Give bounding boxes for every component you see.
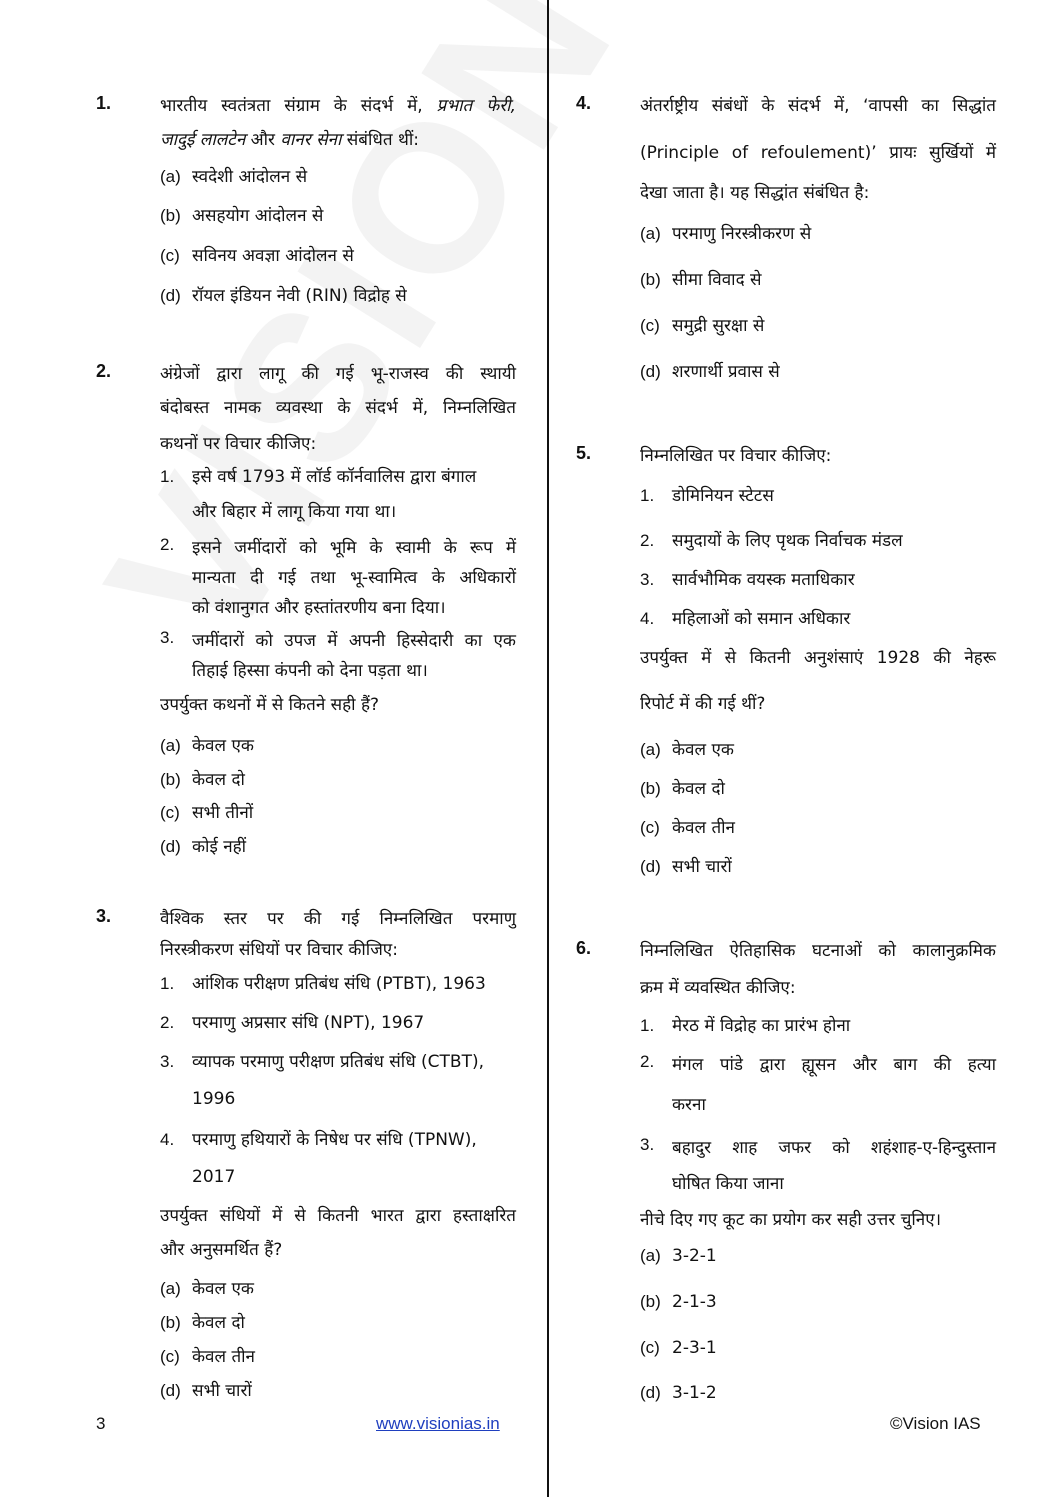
option-c[interactable]: (c) 2-3-1 <box>640 1338 717 1358</box>
option-d[interactable]: (d) शरणार्थी प्रवास से <box>640 362 780 382</box>
question-prompt: उपर्युक्त कथनों में से कितने सही हैं? <box>160 695 380 715</box>
option-b[interactable]: (b) केवल दो <box>160 1313 245 1333</box>
statement-3: 3. व्यापक परमाणु परीक्षण प्रतिबंध संधि (CTBT), <box>160 1052 485 1072</box>
statement-2: 2. <box>160 535 175 554</box>
page-number: 3 <box>96 1414 106 1433</box>
statement-3: 3. <box>640 1135 655 1154</box>
statement-4: 4. परमाणु हथियारों के निषेध पर संधि (TPNW), <box>160 1130 477 1150</box>
question-number: 2. <box>96 361 112 381</box>
statement-2-cont: मान्यता दी गई तथा भू-स्वामित्व के अधिकारों <box>192 568 516 588</box>
statement-2-text: मंगल पांडे द्वारा ह्यूसन और बाग की हत्या <box>672 1055 996 1075</box>
copyright: ©Vision IAS <box>890 1414 981 1433</box>
option-d[interactable]: (d) 3-1-2 <box>640 1383 717 1403</box>
option-b[interactable]: (b) 2-1-3 <box>640 1292 717 1312</box>
question-number: 3. <box>96 906 112 926</box>
statement-2: 2. <box>640 1052 655 1071</box>
question-number: 6. <box>576 938 592 958</box>
question-stem: (Principle of refoulement)’ प्रायः सुर्खियों में <box>640 143 996 163</box>
option-b[interactable]: (b) असहयोग आंदोलन से <box>160 206 324 226</box>
option-a[interactable]: (a) केवल एक <box>160 1279 254 1299</box>
question-number: 1. <box>96 93 112 113</box>
question-prompt: नीचे दिए गए कूट का प्रयोग कर सही उत्तर चुनिए। <box>640 1210 942 1230</box>
question-number: 4. <box>576 93 592 113</box>
question-stem: देखा जाता है। यह सिद्धांत संबंधित है: <box>640 183 870 203</box>
option-b[interactable]: (b) सीमा विवाद से <box>640 270 762 290</box>
question-prompt: रिपोर्ट में की गई थीं? <box>640 694 766 714</box>
question-stem: बंदोबस्त नामक व्यवस्था के संदर्भ में, निम्नलिखित <box>160 398 516 418</box>
statement-2-cont: को वंशानुगत और हस्तांतरणीय बना दिया। <box>192 598 446 618</box>
option-a[interactable]: (a) परमाणु निरस्त्रीकरण से <box>640 224 812 244</box>
option-d[interactable]: (d) कोई नहीं <box>160 837 247 857</box>
statement-3: 3. <box>160 628 175 647</box>
question-stem: क्रम में व्यवस्थित कीजिए: <box>640 978 796 998</box>
option-d[interactable]: (d) रॉयल इंडियन नेवी (RIN) विद्रोह से <box>160 286 407 306</box>
statement-3-text: जमींदारों को उपज में अपनी हिस्सेदारी का एक <box>192 631 516 651</box>
statement-3-cont: तिहाई हिस्सा कंपनी को देना पड़ता था। <box>192 661 428 681</box>
question-stem: भारतीय स्वतंत्रता संग्राम के संदर्भ में, प्रभात फेरी, <box>160 96 516 116</box>
option-a[interactable]: (a) केवल एक <box>160 736 254 756</box>
question-stem: वैश्विक स्तर पर की गई निम्नलिखित परमाणु <box>160 909 516 929</box>
option-c[interactable]: (c) सविनय अवज्ञा आंदोलन से <box>160 246 354 266</box>
statement-1-cont: और बिहार में लागू किया गया था। <box>192 502 397 522</box>
option-c[interactable]: (c) सभी तीनों <box>160 803 254 823</box>
option-c[interactable]: (c) केवल तीन <box>160 1347 255 1367</box>
statement-1: 1. डोमिनियन स्टेटस <box>640 486 774 506</box>
statement-2: 2. परमाणु अप्रसार संधि (NPT), 1967 <box>160 1013 425 1033</box>
option-d[interactable]: (d) सभी चारों <box>640 857 732 877</box>
statement-2: 2. समुदायों के लिए पृथक निर्वाचक मंडल <box>640 531 903 551</box>
website-link[interactable]: www.visionias.in <box>376 1414 500 1433</box>
website-link-wrapper <box>376 1414 500 1434</box>
option-b[interactable]: (b) केवल दो <box>160 770 245 790</box>
option-b[interactable]: (b) केवल दो <box>640 779 725 799</box>
statement-3-cont: 1996 <box>192 1089 236 1109</box>
option-a[interactable]: (a) स्वदेशी आंदोलन से <box>160 167 308 187</box>
question-stem: कथनों पर विचार कीजिए: <box>160 434 317 454</box>
question-number: 5. <box>576 443 592 463</box>
statement-2-cont: करना <box>672 1095 706 1115</box>
option-a[interactable]: (a) 3-2-1 <box>640 1246 717 1266</box>
question-stem: निम्नलिखित ऐतिहासिक घटनाओं को कालानुक्रमिक <box>640 941 996 961</box>
question-stem: जादुई लालटेन और वानर सेना संबंधित थीं: <box>160 130 419 150</box>
statement-1: 1. मेरठ में विद्रोह का प्रारंभ होना <box>640 1016 851 1036</box>
statement-3-text: बहादुर शाह जफर को शहंशाह-ए-हिन्दुस्तान <box>672 1138 996 1158</box>
question-stem: निरस्त्रीकरण संधियों पर विचार कीजिए: <box>160 940 398 960</box>
question-prompt: और अनुसमर्थित हैं? <box>160 1240 283 1260</box>
statement-4-cont: 2017 <box>192 1167 236 1187</box>
question-prompt: उपर्युक्त संधियों में से कितनी भारत द्वारा हस्ताक्षरित <box>160 1206 516 1226</box>
statement-4: 4. महिलाओं को समान अधिकार <box>640 609 851 629</box>
option-c[interactable]: (c) केवल तीन <box>640 818 735 838</box>
statement-1: 1. आंशिक परीक्षण प्रतिबंध संधि (PTBT), 1963 <box>160 974 486 994</box>
statement-2-text: इसने जमींदारों को भूमि के स्वामी के रूप में <box>192 538 516 558</box>
statement-1: 1. इसे वर्ष 1793 में लॉर्ड कॉर्नवालिस द्वारा बंगाल <box>160 467 477 487</box>
question-prompt: उपर्युक्त में से कितनी अनुशंसाएं 1928 की नेहरू <box>640 648 996 668</box>
option-d[interactable]: (d) सभी चारों <box>160 1381 252 1401</box>
statement-3-cont: घोषित किया जाना <box>672 1174 784 1194</box>
statement-3: 3. सार्वभौमिक वयस्क मताधिकार <box>640 570 855 590</box>
question-stem: अंग्रेजों द्वारा लागू की गई भू-राजस्व की स्थायी <box>160 364 516 384</box>
question-stem: निम्नलिखित पर विचार कीजिए: <box>640 446 832 466</box>
option-a[interactable]: (a) केवल एक <box>640 740 734 760</box>
question-stem: अंतर्राष्ट्रीय संबंधों के संदर्भ में, ‘वापसी का सिद्धांत <box>640 96 996 116</box>
column-divider <box>547 0 549 1497</box>
option-c[interactable]: (c) समुद्री सुरक्षा से <box>640 316 765 336</box>
